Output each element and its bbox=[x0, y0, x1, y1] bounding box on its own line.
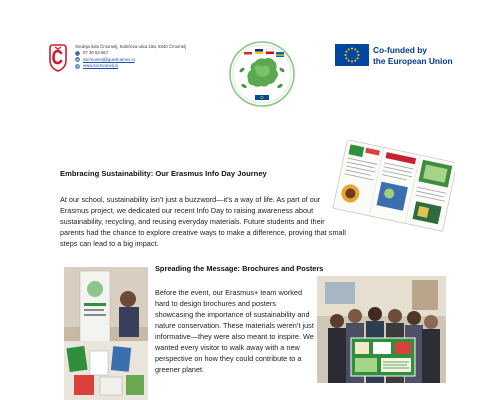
globe-icon bbox=[75, 64, 80, 69]
article-title: Embracing Sustainability: Our Erasmus Info Day Journey bbox=[60, 169, 267, 178]
eu-line-1: Co-funded by bbox=[373, 45, 427, 55]
school-email-link[interactable]: sscrnomelj@guest.arnes.si bbox=[83, 56, 135, 62]
section-title: Spreading the Message: Brochures and Posters bbox=[155, 264, 324, 273]
phone-icon bbox=[75, 51, 80, 56]
eu-flag-icon bbox=[335, 44, 369, 66]
school-website-row bbox=[75, 63, 225, 69]
erasmus-project-logo bbox=[228, 40, 296, 108]
email-icon bbox=[75, 57, 80, 62]
eu-cofunded-text bbox=[373, 45, 453, 66]
article-intro: At our school, sustainability isn’t just a buzzword—it’s a way of life. As part of our Erasmus project, we dedicated our recent Info Day to raising awareness about sustainability, recycling, and reusing everyday materials. Future students and their parents had the chance to explore creative ways to make a difference, proving that small steps can lead to a big impact. bbox=[60, 195, 346, 248]
school-website-link[interactable]: www.sscrnomelj.si bbox=[83, 62, 119, 68]
school-logo bbox=[48, 44, 68, 72]
section-body: Before the event, our Erasmus+ team worked hard to design brochures and posters showcasing the importance of sustainability and nature conservation. These materials weren’t just informative—they were also meant to inspire. We wanted every visitor to walk away with a new perspective on how they could contribute to a greener planet. bbox=[155, 288, 314, 375]
students-poster-photo bbox=[317, 276, 446, 383]
school-contact-block bbox=[75, 44, 225, 69]
school-address: Srednja šola Črnomelj, Kidričeva ulica 18a, 8340 Črnomelj bbox=[75, 44, 187, 49]
brochure-stand-photo bbox=[64, 267, 148, 400]
school-phone: 07 30 53 667 bbox=[83, 50, 109, 56]
brochure-image bbox=[330, 140, 455, 240]
eu-line-2: the European Union bbox=[373, 55, 453, 66]
